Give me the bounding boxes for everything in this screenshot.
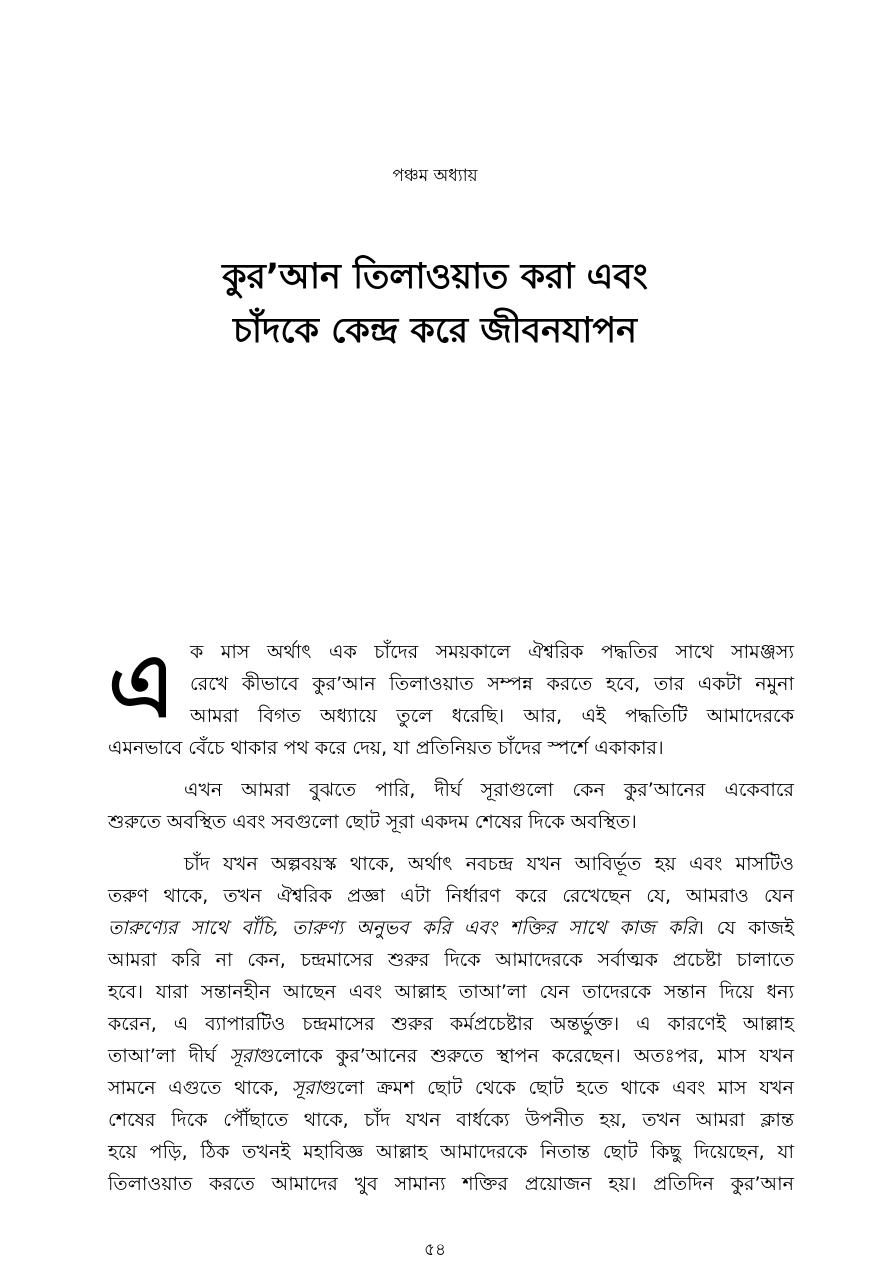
- paragraph-2-line-1: এখন আমরা বুঝতে পারি, দীর্ঘ সূরাগুলো কেন কুর’আনের একেবারে: [184, 779, 794, 801]
- italic-sura: সূরা: [229, 1045, 258, 1067]
- body-text: [108, 636, 794, 1200]
- paragraph-3-line-8: [108, 1072, 794, 1104]
- paragraph-1-line-2: রেখে কীভাবে কুর’আন তিলাওয়াত সম্পন্ন করতে হবে, তার একটা নমুনা: [190, 673, 794, 695]
- paragraph-3-line-7: [108, 1040, 794, 1072]
- paragraph-3-line-4: আমরা করি না কেন, চন্দ্রমাসের শুরুর দিকে আমাদেরকে সর্বাত্মক প্রচেষ্টা চালাতে: [108, 949, 794, 971]
- paragraph-1: [108, 636, 794, 764]
- paragraph-2: [108, 774, 794, 838]
- paragraph-3-line-1: চাঁদ যখন অল্পবয়স্ক থাকে, অর্থাৎ নবচন্দ্র যখন আবির্ভূত হয় এবং মাসটিও: [184, 853, 794, 875]
- italic-phrase: তারুণ্যের সাথে বাঁচি, তারুণ্য অনুভব করি এবং শক্তির সাথে কাজ করি: [108, 917, 698, 939]
- italic-sura: সূরা: [291, 1077, 321, 1099]
- paragraph-3-line-6: করেন, এ ব্যাপারটিও চন্দ্রমাসের শুরুর কর্মপ্রচেষ্টার অন্তর্ভুক্ত। এ কারণেই আল্লাহ: [108, 1013, 794, 1035]
- line-7-start: তাআ’লা দীর্ঘ: [108, 1045, 230, 1067]
- paragraph-1-line-1: ক মাস অর্থাৎ এক চাঁদের সময়কালে ঐশ্বরিক পদ্ধতির সাথে সামঞ্জস্য: [190, 641, 794, 663]
- paragraph-3-line-11: তিলাওয়াত করতে আমাদের খুব সামান্য শক্তির প্রয়োজন হয়। প্রতিদিন কুর’আন: [108, 1173, 794, 1195]
- chapter-title-line-2: চাঁদকে কেন্দ্র করে জীবনযাপন: [233, 311, 637, 351]
- paragraph-2-line-2: শুরুতে অবস্থিত এবং সবগুলো ছোট সূরা একদম শেষের দিকে অবস্থিত।: [108, 811, 637, 833]
- line-3-rest: । যে কাজই: [697, 917, 794, 939]
- line-8-start: সামনে এগুতে থাকে,: [108, 1077, 292, 1099]
- line-7-end: গুলোকে কুর’আনের শুরুতে স্থাপন করেছেন। অতঃপর, মাস যখন: [257, 1045, 794, 1067]
- chapter-label: পঞ্চম অধ্যায়: [392, 166, 478, 186]
- page-number: ৫৪: [423, 1240, 447, 1260]
- paragraph-1-line-3: আমরা বিগত অধ্যায়ে তুলে ধরেছি। আর, এই পদ্ধতিটি আমাদেরকে: [190, 705, 794, 727]
- chapter-title-line-1: কুর’আন তিলাওয়াত করা এবং: [222, 257, 648, 297]
- line-8-end: গুলো ক্রমশ ছোট থেকে ছোট হতে থাকে এবং মাস যখন: [320, 1077, 794, 1099]
- paragraph-3-line-10: হয়ে পড়ি, ঠিক তখনই মহাবিজ্ঞ আল্লাহ আমাদেরকে নিতান্ত ছোট কিছু দিয়েছেন, যা: [108, 1141, 794, 1163]
- chapter-title: [0, 250, 870, 358]
- paragraph-3: [108, 848, 794, 1200]
- paragraph-3-line-9: শেষের দিকে পৌঁছাতে থাকে, চাঁদ যখন বার্ধক্যে উপনীত হয়, তখন আমরা ক্লান্ত: [108, 1109, 794, 1131]
- paragraph-3-line-3: [108, 912, 794, 944]
- paragraph-1-line-4: এমনভাবে বেঁচে থাকার পথ করে দেয়, যা প্রতিনিয়ত চাঁদের স্পর্শে একাকার।: [108, 737, 664, 759]
- paragraph-3-line-2: তরুণ থাকে, তখন ঐশ্বরিক প্রজ্ঞা এটা নির্ধারণ করে রেখেছেন যে, আমরাও যেন: [108, 885, 794, 907]
- paragraph-3-line-5: হবে। যারা সন্তানহীন আছেন এবং আল্লাহ তাআ’লা যেন তাদেরকে সন্তান দিয়ে ধন্য: [108, 981, 794, 1003]
- drop-cap: এ: [108, 634, 175, 737]
